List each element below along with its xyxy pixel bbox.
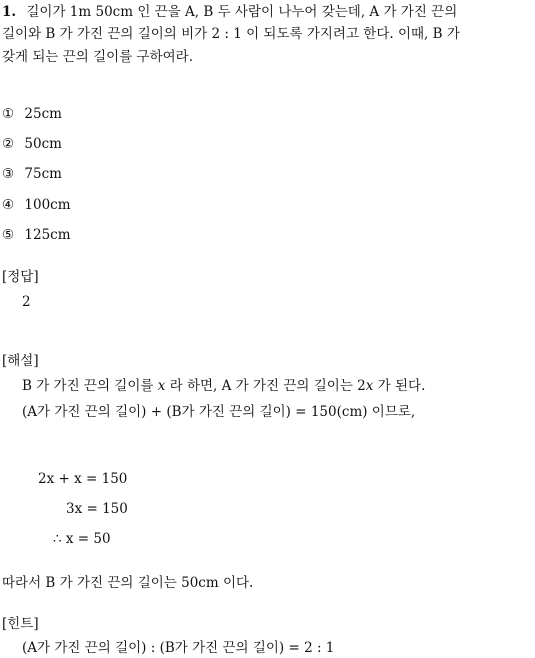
explanation-text-b: 라 하면, A 가 가진 끈의 길이는 2 xyxy=(165,378,366,394)
equation-2: 3x = 150 xyxy=(66,501,128,517)
question-number: 1. xyxy=(2,4,17,20)
choice-4[interactable] xyxy=(2,195,71,215)
explanation-label: [해설] xyxy=(2,353,39,369)
choice-text: 50cm xyxy=(24,136,62,152)
choice-text: 25cm xyxy=(24,106,62,122)
explanation-conclusion: 따라서 B 가 가진 끈의 길이는 50cm 이다. xyxy=(2,575,254,591)
question-line-3: 갖게 되는 끈의 길이를 구하여라. xyxy=(2,49,193,65)
choice-3[interactable] xyxy=(2,164,62,184)
hint-label: [힌트] xyxy=(2,616,39,632)
equation-1: 2x + x = 150 xyxy=(38,471,128,487)
hint-line-1: (A가 가진 끈의 길이) : (B가 가진 끈의 길이) = 2 : 1 xyxy=(22,640,335,656)
variable-x: x xyxy=(157,378,166,394)
choice-text: 125cm xyxy=(24,227,71,243)
explanation-text-c: 가 된다. xyxy=(373,378,426,394)
choice-marker: ⑤ xyxy=(2,227,15,243)
choice-text: 75cm xyxy=(24,166,62,182)
variable-x: x xyxy=(365,378,374,394)
choice-marker: ② xyxy=(2,136,15,152)
explanation-line-2: (A가 가진 끈의 길이) + (B가 가진 끈의 길이) = 150(cm) 이므로, xyxy=(22,404,416,420)
explanation-line-1 xyxy=(22,376,425,396)
choice-5[interactable] xyxy=(2,225,71,245)
choice-marker: ③ xyxy=(2,166,15,182)
explanation-text-a: B 가 가진 끈의 길이를 xyxy=(22,378,158,394)
answer-label: [정답] xyxy=(2,269,39,285)
question-line-2: 길이와 B 가 가진 끈의 길이의 비가 2 : 1 이 되도록 가지려고 한다. 이때, B 가 xyxy=(2,26,460,42)
equation-3: ∴ x = 50 xyxy=(53,531,111,547)
question-line-1 xyxy=(2,2,457,22)
answer-value: 2 xyxy=(22,294,31,310)
question-text-1: 길이가 1m 50cm 인 끈을 A, B 두 사람이 나누어 갖는데, A 가 가진 끈의 xyxy=(26,4,458,20)
choice-2[interactable] xyxy=(2,134,62,154)
choice-marker: ④ xyxy=(2,197,15,213)
choice-text: 100cm xyxy=(24,197,71,213)
choice-1[interactable] xyxy=(2,104,62,124)
choice-marker: ① xyxy=(2,106,15,122)
